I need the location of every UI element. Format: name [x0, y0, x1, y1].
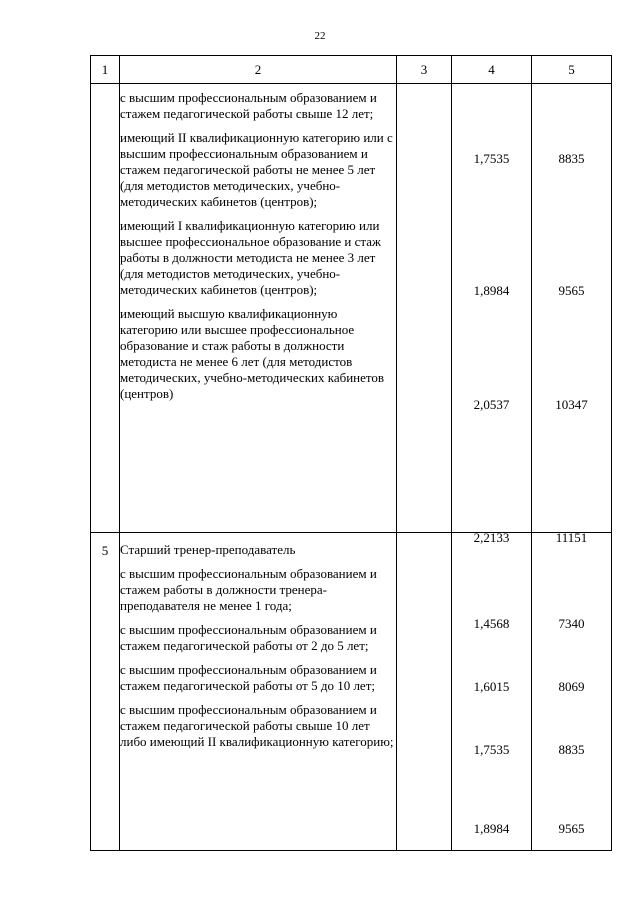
item-text: с высшим профессиональным образованием и стажем педагогической работы свыше 12 лет;: [120, 90, 377, 121]
header-col-2: 2: [120, 56, 397, 84]
salary-value: 10347: [555, 397, 588, 412]
table-row: [91, 533, 612, 851]
item-text: имеющий I квалификационную категорию или высшее профессиональное образование и стаж работы в должности методиста не менее 3 лет (для методистов методических, учебно-методических кабинетов (центров);: [120, 218, 381, 297]
header-col-5: 5: [532, 56, 612, 84]
coef-value: 1,6015: [473, 679, 510, 694]
table-header-row: [91, 56, 612, 84]
item-text: имеющий II квалификационную категорию или с высшим профессиональным образованием и стажем педагогической работы не менее 5 лет (для методистов методических, учебно-методических кабинетов (центров);: [120, 130, 393, 209]
coef-value: 1,4568: [473, 616, 510, 631]
empty-cell: [397, 533, 452, 851]
item-text: с высшим профессиональным образованием и стажем педагогической работы от 2 до 5 лет;: [120, 622, 377, 653]
item-text: с высшим профессиональным образованием и стажем педагогической работы свыше 10 лет либо имеющий II квалификационную категорию;: [120, 702, 394, 749]
salary-value: 8069: [558, 679, 585, 694]
position-title: Старший тренер-преподаватель: [120, 542, 296, 557]
salary-table: [90, 55, 612, 851]
item-text: с высшим профессиональным образованием и стажем педагогической работы от 5 до 10 лет;: [120, 662, 377, 693]
salary-value: 8835: [558, 151, 585, 166]
row-description: [120, 533, 397, 851]
header-col-4: 4: [452, 56, 532, 84]
item-text: имеющий высшую квалификационную категорию или высшее профессиональное образование и стаж работы в должности методиста не менее 6 лет (для методистов методических, учебно-методических кабинетов (центров): [120, 306, 385, 401]
table-row: [91, 84, 612, 533]
coef-value: 2,0537: [473, 397, 510, 412]
coef-value: 2,2133: [473, 530, 510, 545]
row-number: 5: [91, 533, 120, 851]
header-col-3: 3: [397, 56, 452, 84]
coef-column: [452, 84, 532, 545]
coef-value: 1,7535: [473, 742, 510, 757]
salary-value: 11151: [555, 530, 588, 545]
salary-value: 8835: [558, 742, 585, 757]
coef-value: 1,8984: [473, 283, 510, 298]
coef-column: [452, 533, 532, 851]
row-number: [91, 84, 120, 533]
item-text: с высшим профессиональным образованием и стажем работы в должности тренера-преподавателя не менее 1 года;: [120, 566, 377, 613]
coef-value: 1,7535: [473, 151, 510, 166]
salary-column: [532, 533, 612, 851]
page-number: 22: [314, 30, 326, 42]
empty-cell: [397, 84, 452, 533]
header-col-1: 1: [91, 56, 120, 84]
salary-value: 7340: [558, 616, 585, 631]
salary-value: 9565: [558, 283, 585, 298]
coef-value: 1,8984: [473, 821, 510, 836]
salary-column: [532, 84, 612, 545]
salary-value: 9565: [558, 821, 585, 836]
row-description: [120, 84, 397, 533]
